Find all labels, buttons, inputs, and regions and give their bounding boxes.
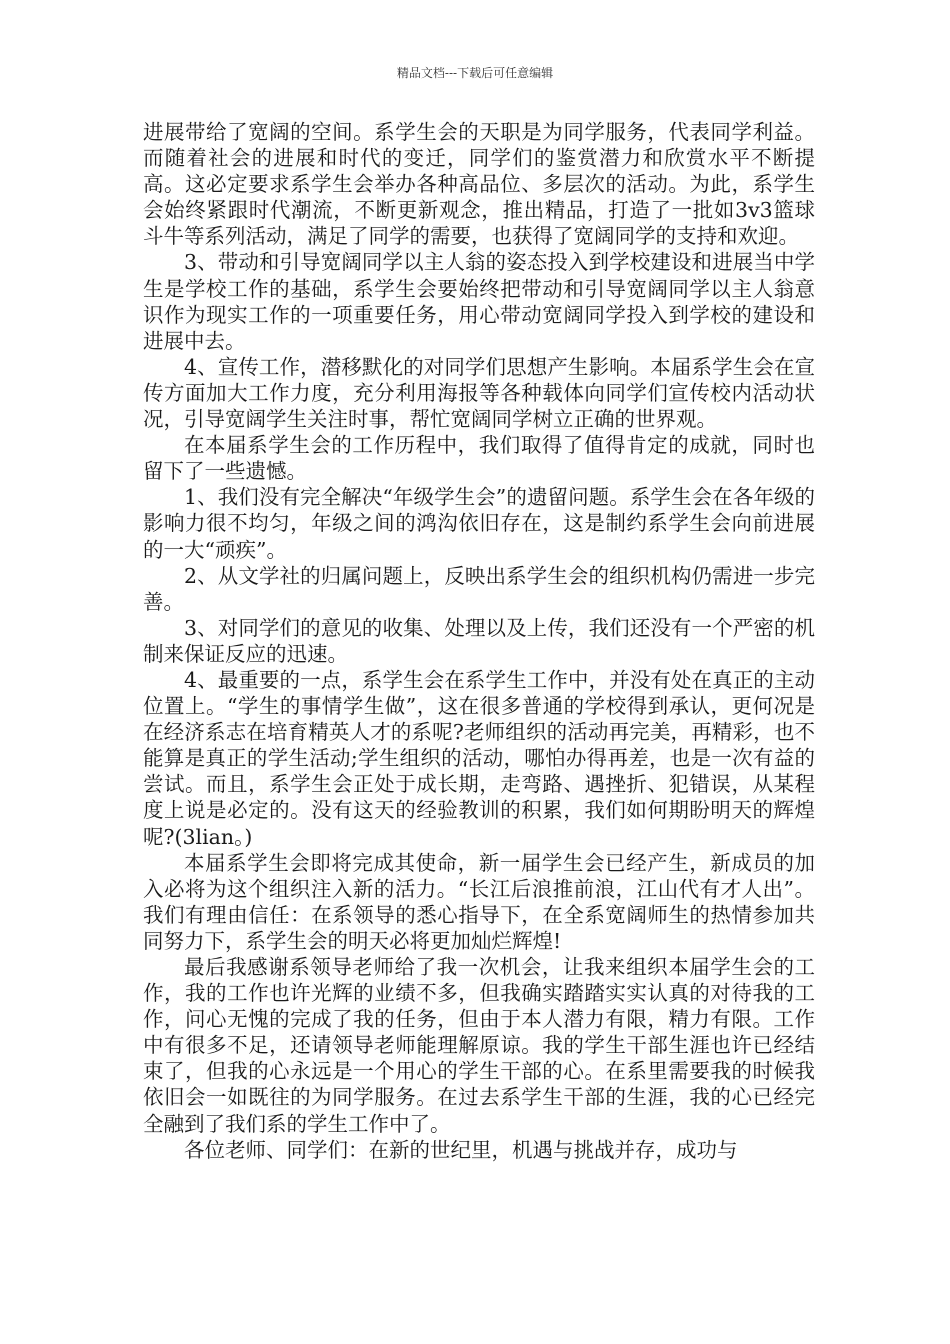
paragraph: 3、带动和引导宽阔同学以主人翁的姿态投入到学校建设和进展当中学生是学校工作的基础，系学生会要始终把带动和引导宽阔同学以主人翁意识作为现实工作的一项重要任务，用心带动宽阔同学投入到学校的建设和进展中去。 [143,250,815,353]
paragraph: 3、对同学们的意见的收集、处理以及上传，我们还没有一个严密的机制来保证反应的迅速。 [143,615,815,666]
paragraph: 4、最重要的一点，系学生会在系学生工作中，并没有处在真正的主动位置上。“学生的事情学生做”，这在很多普通的学校得到承认，更何况是在经济系志在培育精英人才的系呢?老师组织的活动再完美，再精彩，也不能算是真正的学生活动;学生组织的活动，哪怕办得再差，也是一次有益的尝试。而且，系学生会正处于成长期，走弯路、遇挫折、犯错误，从某程度上说是必定的。没有这天的经验教训的积累，我们如何期盼明天的辉煌呢?(3lian。) [143,667,815,849]
document-body [143,119,815,1163]
page-header: 精品文档---下载后可任意编辑 [396,66,554,80]
paragraph: 2、从文学社的归属问题上，反映出系学生会的组织机构仍需进一步完善。 [143,563,815,614]
paragraph: 4、宣传工作，潜移默化的对同学们思想产生影响。本届系学生会在宣传方面加大工作力度，充分利用海报等各种载体向同学们宣传校内活动状况，引导宽阔学生关注时事，帮忙宽阔同学树立正确的世界观。 [143,354,815,432]
paragraph: 最后我感谢系领导老师给了我一次机会，让我来组织本届学生会的工作，我的工作也许光辉的业绩不多，但我确实踏踏实实认真的对待我的工作，问心无愧的完成了我的任务，但由于本人潜力有限，精力有限。工作中有很多不足，还请领导老师能理解原谅。我的学生干部生涯也许已经结束了，但我的心永远是一个用心的学生干部的心。在系里需要我的时候我依旧会一如既往的为同学服务。在过去系学生干部的生涯，我的心已经完全融到了我们系的学生工作中了。 [143,955,815,1136]
paragraph: 在本届系学生会的工作历程中，我们取得了值得肯定的成就，同时也留下了一些遗憾。 [143,433,815,484]
paragraph: 1、我们没有完全解决“年级学生会”的遗留问题。系学生会在各年级的影响力很不均匀，年级之间的鸿沟依旧存在，这是制约系学生会向前进展的一大“顽疾”。 [143,485,815,562]
paragraph: 本届系学生会即将完成其使命，新一届学生会已经产生，新成员的加入必将为这个组织注入新的活力。“长江后浪推前浪，江山代有才人出”。我们有理由信任：在系领导的悉心指导下，在全系宽阔师生的热情参加共同努力下，系学生会的明天必将更加灿烂辉煌! [143,850,815,953]
paragraph: 进展带给了宽阔的空间。系学生会的天职是为同学服务，代表同学利益。而随着社会的进展和时代的变迁，同学们的鉴赏潜力和欣赏水平不断提高。这必定要求系学生会举办各种高品位、多层次的活动。为此，系学生会始终紧跟时代潮流，不断更新观念，推出精品，打造了一批如3v3篮球斗牛等系列活动，满足了同学的需要，也获得了宽阔同学的支持和欢迎。 [143,120,815,249]
paragraph: 各位老师、同学们：在新的世纪里，机遇与挑战并存，成功与 [184,1137,738,1162]
